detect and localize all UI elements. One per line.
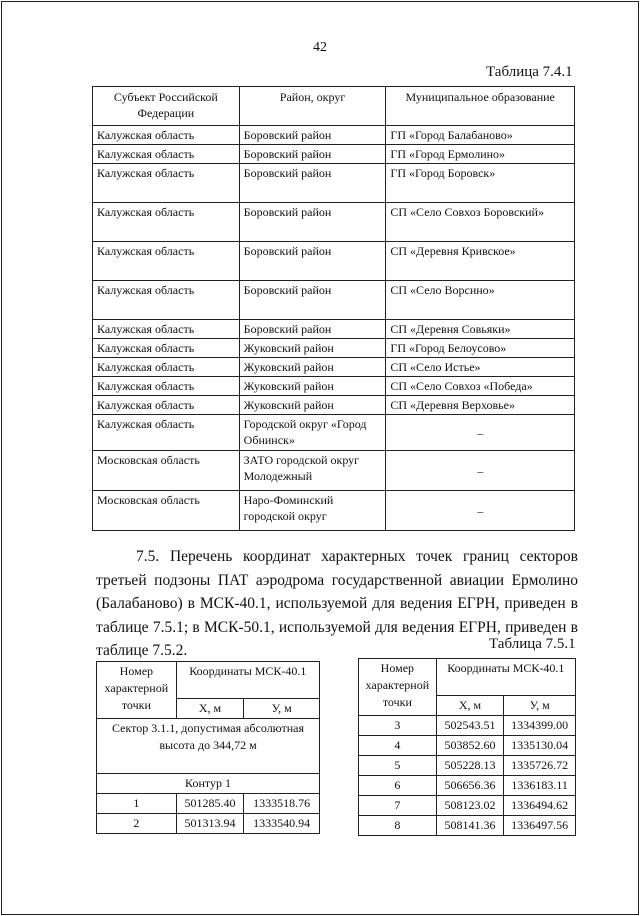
- cell-subject: Калужская область: [93, 164, 240, 203]
- header-district: Район, округ: [239, 87, 386, 126]
- coords-table-right: [358, 658, 576, 836]
- table-row: [359, 796, 576, 816]
- contour-label: Контур 1: [97, 774, 320, 794]
- cell-district: Боровский район: [239, 281, 386, 320]
- cell-municipality: ГП «Город Ермолино»: [386, 145, 575, 164]
- cell-municipality: СП «Село Совхоз «Победа»: [386, 377, 575, 396]
- table-row: [93, 415, 575, 451]
- cell-point: 6: [359, 776, 437, 796]
- header-subject: Субъект Российской Федерации: [93, 87, 240, 126]
- table-751-caption: Таблица 7.5.1: [489, 636, 576, 652]
- cell-subject: Калужская область: [93, 145, 240, 164]
- cell-district: Городской округ «Город Обнинск»: [239, 415, 386, 451]
- table-row: [359, 736, 576, 756]
- table-row: [93, 164, 575, 203]
- header-x: Х, м: [436, 696, 504, 716]
- coords-table-left: [96, 661, 320, 834]
- cell-x: 508141.36: [436, 816, 504, 836]
- table-row: [93, 281, 575, 320]
- header-coordinates: Координаты МСК-40.1: [436, 659, 575, 696]
- cell-municipality: СП «Село Совхоз Боровский»: [386, 203, 575, 242]
- cell-municipality: СП «Село Истье»: [386, 358, 575, 377]
- cell-district: Боровский район: [239, 145, 386, 164]
- cell-municipality: ГП «Город Балабаново»: [386, 126, 575, 145]
- cell-x: 503852.60: [436, 736, 504, 756]
- cell-municipality: ГП «Город Боровск»: [386, 164, 575, 203]
- cell-district: Наро-Фоминский городской округ: [239, 491, 386, 531]
- cell-x: 505228.13: [436, 756, 504, 776]
- cell-subject: Калужская область: [93, 415, 240, 451]
- cell-municipality: ГП «Город Белоусово»: [386, 339, 575, 358]
- table-row: [359, 756, 576, 776]
- municipalities-table: [92, 86, 575, 531]
- cell-y: 1336497.56: [504, 816, 576, 836]
- cell-subject: Калужская область: [93, 281, 240, 320]
- cell-x: 508123.02: [436, 796, 504, 816]
- cell-subject: Калужская область: [93, 396, 240, 415]
- cell-district: Жуковский район: [239, 377, 386, 396]
- cell-subject: Калужская область: [93, 377, 240, 396]
- cell-district: Боровский район: [239, 203, 386, 242]
- table-row: [93, 242, 575, 281]
- cell-municipality: СП «Деревня Верховье»: [386, 396, 575, 415]
- cell-y: 1335726.72: [504, 756, 576, 776]
- cell-municipality: –: [386, 415, 575, 451]
- cell-district: Боровский район: [239, 320, 386, 339]
- cell-y: 1336183.11: [504, 776, 576, 796]
- cell-municipality: –: [386, 451, 575, 491]
- table-row: [93, 126, 575, 145]
- cell-subject: Калужская область: [93, 126, 240, 145]
- table-row: [93, 145, 575, 164]
- cell-subject: Калужская область: [93, 242, 240, 281]
- table-row: [93, 451, 575, 491]
- paragraph-text: 7.5. Перечень координат характерных точек границ секторов третьей подзоны ПАТ аэродрома государственной авиации Ермолино (Балабаново) в МСК-40.1, используемой для ведения ЕГРН, приведен в таблице 7.5.1; в МСК-50.1, используемой для ведения ЕГРН, приведен в таблице 7.5.2.: [96, 548, 578, 659]
- table-row: [93, 339, 575, 358]
- cell-district: Боровский район: [239, 126, 386, 145]
- cell-point: 1: [97, 794, 177, 814]
- cell-subject: Калужская область: [93, 320, 240, 339]
- cell-subject: Калужская область: [93, 358, 240, 377]
- cell-municipality: –: [386, 491, 575, 531]
- table-741-caption: Таблица 7.4.1: [486, 64, 573, 80]
- header-point-number: Номер характерной точки: [359, 659, 437, 716]
- cell-point: 8: [359, 816, 437, 836]
- header-municipality: Муниципальное образование: [386, 87, 575, 126]
- table-row: [359, 816, 576, 836]
- cell-subject: Московская область: [93, 491, 240, 531]
- cell-y: 1333518.76: [244, 794, 320, 814]
- table-row: [93, 320, 575, 339]
- header-point-number: Номер характерной точки: [97, 662, 177, 719]
- cell-point: 2: [97, 814, 177, 834]
- table-row: [93, 396, 575, 415]
- cell-point: 3: [359, 716, 437, 736]
- table-row: [359, 716, 576, 736]
- cell-subject: Московская область: [93, 451, 240, 491]
- cell-subject: Калужская область: [93, 203, 240, 242]
- cell-y: 1336494.62: [504, 796, 576, 816]
- table-row: [93, 358, 575, 377]
- cell-district: Боровский район: [239, 164, 386, 203]
- page-number: 42: [313, 40, 327, 55]
- cell-x: 506656.36: [436, 776, 504, 796]
- cell-district: Боровский район: [239, 242, 386, 281]
- cell-x: 501313.94: [176, 814, 244, 834]
- cell-y: 1333540.94: [244, 814, 320, 834]
- cell-x: 501285.40: [176, 794, 244, 814]
- table-row: [93, 377, 575, 396]
- table-row: [97, 794, 320, 814]
- table-row: [93, 491, 575, 531]
- cell-point: 4: [359, 736, 437, 756]
- cell-y: 1334399.00: [504, 716, 576, 736]
- sector-label: Сектор 3.1.1, допустимая абсолютная высота до 344,72 м: [97, 719, 320, 774]
- cell-y: 1335130.04: [504, 736, 576, 756]
- cell-point: 7: [359, 796, 437, 816]
- cell-municipality: СП «Село Ворсино»: [386, 281, 575, 320]
- table-row: [97, 814, 320, 834]
- cell-district: Жуковский район: [239, 339, 386, 358]
- table-row: [359, 776, 576, 796]
- header-coordinates: Координаты МСК-40.1: [176, 662, 319, 699]
- cell-municipality: СП «Деревня Совьяки»: [386, 320, 575, 339]
- cell-district: Жуковский район: [239, 358, 386, 377]
- header-x: Х, м: [176, 699, 244, 719]
- table-row: [93, 203, 575, 242]
- cell-district: Жуковский район: [239, 396, 386, 415]
- cell-point: 5: [359, 756, 437, 776]
- cell-subject: Калужская область: [93, 339, 240, 358]
- cell-x: 502543.51: [436, 716, 504, 736]
- header-y: У, м: [244, 699, 320, 719]
- header-y: У, м: [504, 696, 576, 716]
- cell-municipality: СП «Деревня Кривское»: [386, 242, 575, 281]
- cell-district: ЗАТО городской округ Молодежный: [239, 451, 386, 491]
